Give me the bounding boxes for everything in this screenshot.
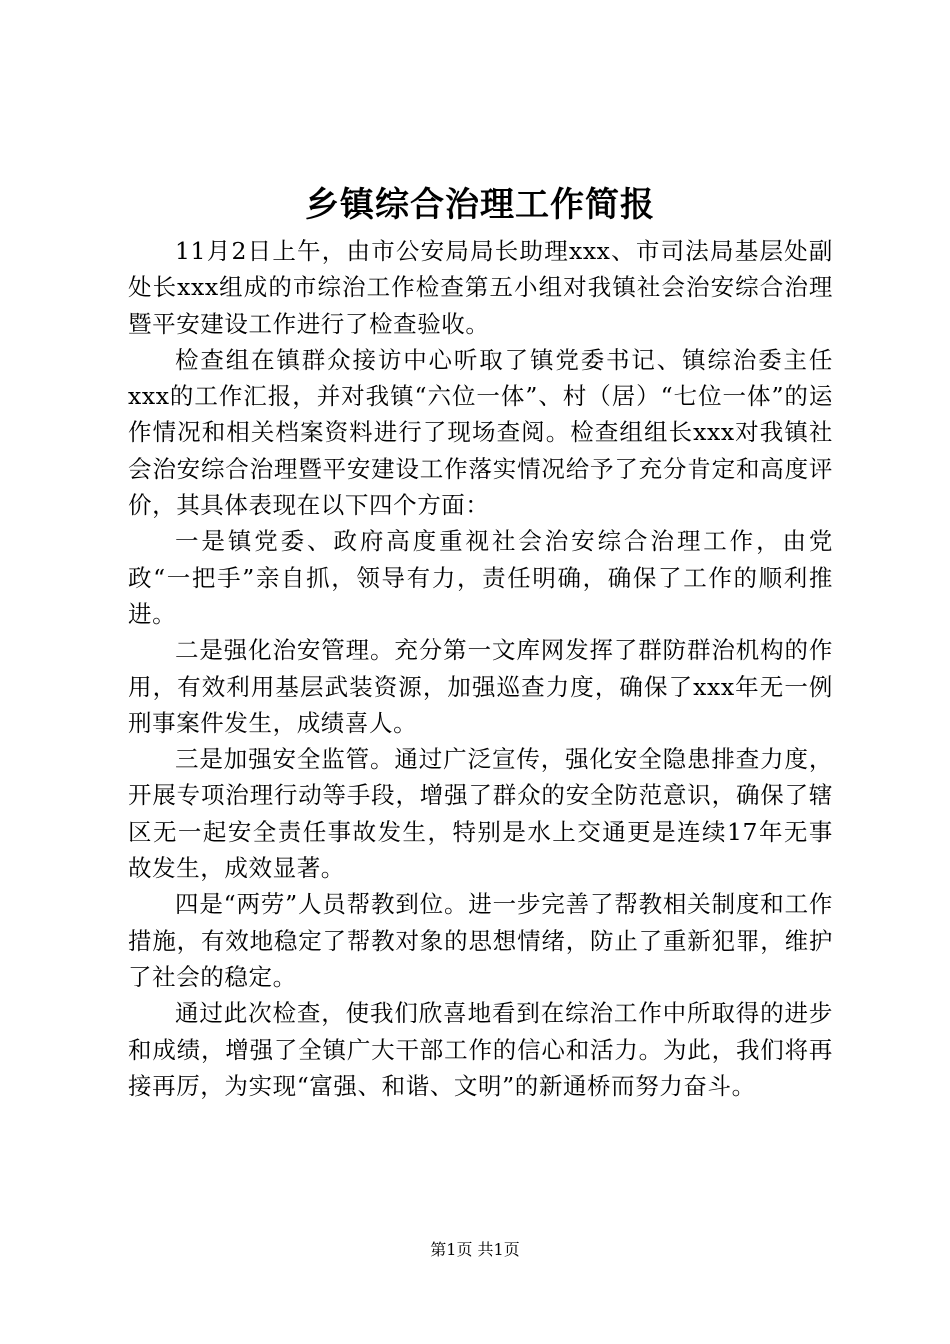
paragraph-6: 四是“两劳”人员帮教到位。进一步完善了帮教相关制度和工作措施，有效地稳定了帮教对象的思想情绪，防止了重新犯罪，维护了社会的稳定。 bbox=[128, 890, 833, 991]
page-footer: 第1页 共1页 bbox=[430, 1240, 520, 1259]
document-title: 乡镇综合治理工作简报 bbox=[305, 185, 655, 225]
paragraph-1: 11月2日上午，由市公安局局长助理xxx、市司法局基层处副处长xxx组成的市综治工作检查第五小组对我镇社会治安综合治理暨平安建设工作进行了检查验收。 bbox=[128, 237, 833, 338]
paragraph-7: 通过此次检查，使我们欣喜地看到在综治工作中所取得的进步和成绩，增强了全镇广大干部工作的信心和活力。为此，我们将再接再厉，为实现“富强、和谐、文明”的新通桥而努力奋斗。 bbox=[128, 999, 833, 1100]
paragraph-5: 三是加强安全监管。通过广泛宣传，强化安全隐患排查力度，开展专项治理行动等手段，增强了群众的安全防范意识，确保了辖区无一起安全责任事故发生，特别是水上交通更是连续17年无事故发生，成效显著。 bbox=[128, 745, 833, 883]
paragraph-4: 二是强化治安管理。充分第一文库网发挥了群防群治机构的作用，有效利用基层武装资源，加强巡查力度，确保了xxx年无一例刑事案件发生，成绩喜人。 bbox=[128, 636, 833, 737]
paragraph-3: 一是镇党委、政府高度重视社会治安综合治理工作，由党政“一把手”亲自抓，领导有力，责任明确，确保了工作的顺利推进。 bbox=[128, 527, 833, 628]
paragraph-2: 检查组在镇群众接访中心听取了镇党委书记、镇综治委主任xxx的工作汇报，并对我镇“六位一体”、村（居）“七位一体”的运作情况和相关档案资料进行了现场查阅。检查组组长xxx对我镇社会治安综合治理暨平安建设工作落实情况给予了充分肯定和高度评价，其具体表现在以下四个方面： bbox=[128, 345, 833, 520]
document-body bbox=[128, 233, 833, 1104]
